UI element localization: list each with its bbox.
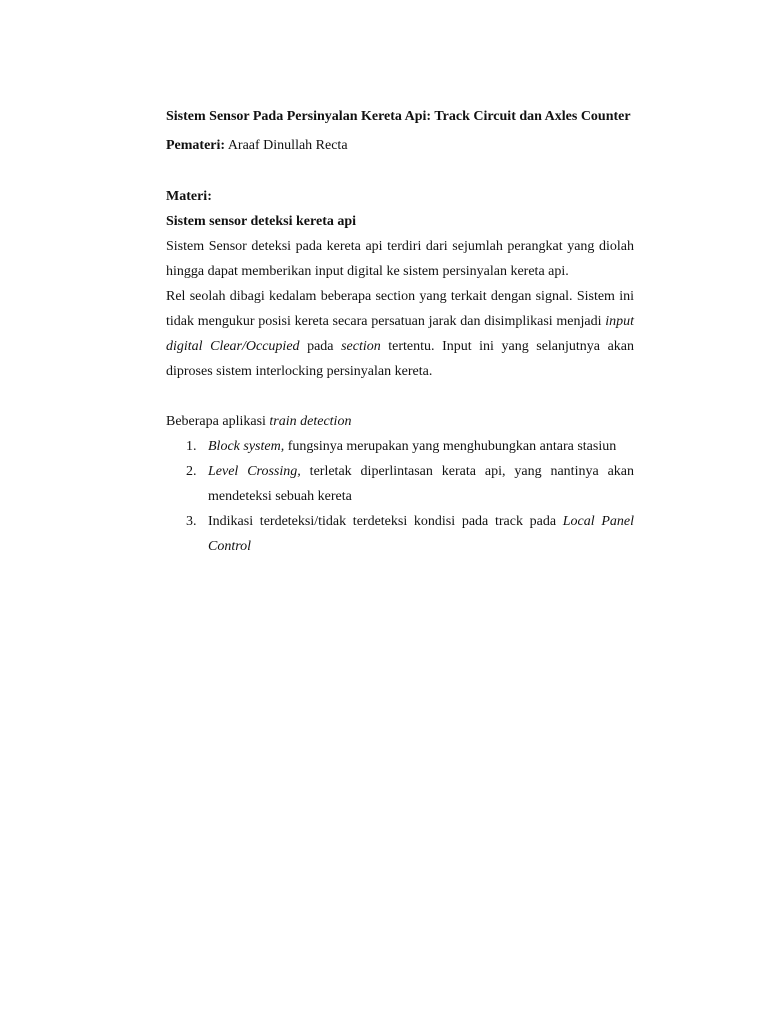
apps-intro-text: Beberapa aplikasi bbox=[166, 414, 270, 429]
document-title: Sistem Sensor Pada Persinyalan Kereta Api: Track Circuit dan Axles Counter bbox=[166, 109, 631, 124]
apps-intro bbox=[166, 409, 634, 434]
section-heading: Sistem sensor deteksi kereta api bbox=[166, 214, 357, 229]
list-item-italic-end: Local Panel Control bbox=[208, 514, 635, 554]
paragraph-2-part-2: pada bbox=[299, 339, 342, 354]
list-item bbox=[166, 459, 634, 509]
paragraph-1: Sistem Sensor deteksi pada kereta api terdiri dari sejumlah perangkat yang diolah hingga dapat memberikan input digital ke sistem persinyalan kereta api. bbox=[166, 239, 634, 279]
paragraph-2 bbox=[166, 284, 634, 384]
list-item bbox=[166, 509, 634, 559]
list-item-number: 2. bbox=[186, 464, 197, 479]
list-item-number: 1. bbox=[186, 439, 197, 454]
presenter-label: Pemateri: bbox=[166, 138, 226, 153]
list-item-number: 3. bbox=[186, 514, 197, 529]
list-item-text: Indikasi terdeteksi/tidak terdeteksi kondisi pada track pada bbox=[208, 514, 563, 529]
list-item-italic: Level Crossing, bbox=[208, 464, 301, 479]
list-item-text: fungsinya merupakan yang menghubungkan antara stasiun bbox=[284, 439, 617, 454]
paragraph-2-italic-1: input digital Clear/Occupied bbox=[166, 314, 634, 354]
presenter-line bbox=[166, 133, 634, 158]
apps-list bbox=[166, 434, 634, 559]
paragraph-2-italic-2: section bbox=[341, 339, 381, 354]
list-item bbox=[166, 434, 634, 459]
materi-label: Materi: bbox=[166, 189, 212, 204]
presenter-name: Araaf Dinullah Recta bbox=[227, 138, 348, 153]
list-item-text: terletak diperlintasan kerata api, yang nantinya akan mendeteksi sebuah kereta bbox=[208, 464, 634, 504]
paragraph-2-part-3: tertentu. Input ini yang selanjutnya akan diproses sistem interlocking persinyalan kereta. bbox=[166, 339, 634, 379]
list-item-italic: Block system, bbox=[208, 439, 285, 454]
paragraph-2-part-1: Rel seolah dibagi kedalam beberapa section yang terkait dengan signal. Sistem ini tidak mengukur posisi kereta secara persatuan jarak dan disimplikasi menjadi bbox=[166, 289, 634, 329]
document-page bbox=[166, 104, 634, 559]
apps-intro-italic: train detection bbox=[269, 414, 352, 429]
